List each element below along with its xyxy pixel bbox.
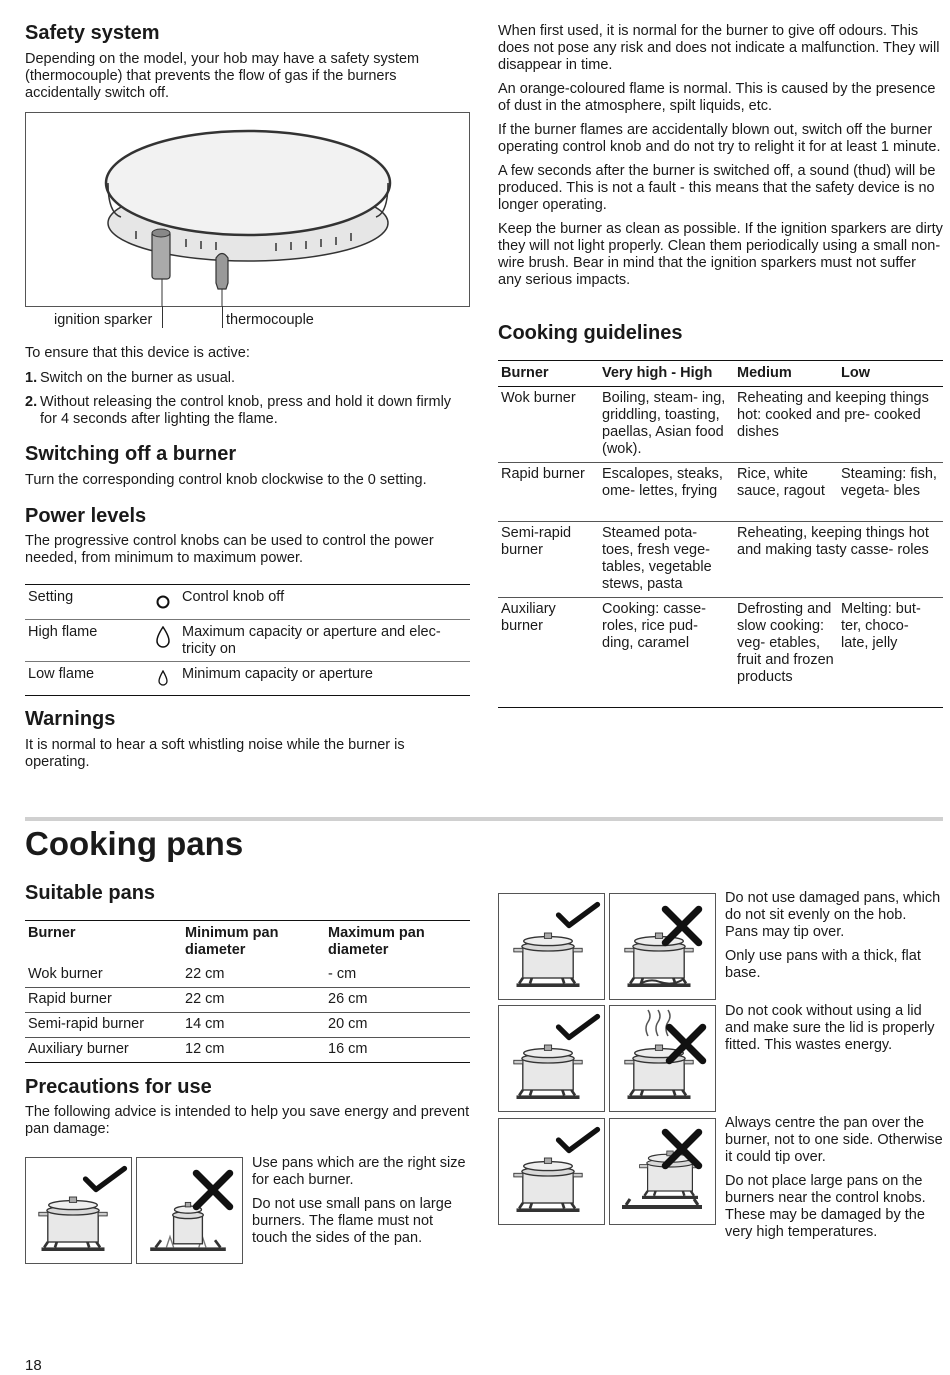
paragraph: An orange-coloured flame is normal. This is caused by the presence of dust in the atmosphere, spilt liquids, etc. [498,81,936,114]
damaged-pans-text: Do not use damaged pans, which do not sit evenly on the hob. Pans may tip over. Only use pans with a thick, flat base. [725,890,941,981]
table-row: Auxiliary burner 12 cm 16 cm [25,1038,470,1063]
table-row: Wok burner Boiling, steam- ing, griddling, toasting, paellas, Asian food (wok). Reheating and keeping things hot: cooked and pre- cooked dishes [498,387,943,463]
damaged-pan-figure [609,893,716,1000]
list-item: 2. Without releasing the control knob, press and hold it down firmly for 4 seconds after lighting the flame. [25,394,452,427]
cross-icon [196,1173,229,1206]
table-row: Rapid burner 22 cm 26 cm [25,988,470,1013]
power-title: Power levels [25,505,147,527]
cross-icon [669,1027,702,1060]
table-row: Wok burner 22 cm - cm [28,965,357,982]
ensure-text: To ensure that this device is active: [25,345,250,361]
table-row: Low flame Minimum capacity or aperture [25,662,470,695]
lid-pan-figure [498,1005,605,1112]
label-thermocouple: thermocouple [226,312,314,328]
switching-title: Switching off a burner [25,443,237,465]
precautions-text: The following advice is intended to help you save energy and prevent pan damage: [25,1104,470,1137]
table-row: Semi-rapid burner 14 cm 20 cm [25,1013,470,1038]
right-paragraphs [498,23,943,289]
page-number: 18 [25,1357,42,1374]
paragraph: When first used, it is normal for the burner to give off odours. This does not pose any risk and does not indicate a malfunction. They will disappear in time. [498,23,940,73]
steam-icon [646,1010,670,1036]
table-row: Setting Control knob off [25,585,470,620]
burner-diagram [25,112,470,307]
power-text: The progressive control knobs can be used to control the power needed, from minimum to maximum power. [25,533,434,566]
precautions-title: Precautions for use [25,1076,212,1098]
paragraph: A few seconds after the burner is switched off, a sound (thud) will be produced. This is not a fault - this means that the safety device is no longer operating. [498,163,936,213]
knob-off-icon [144,589,182,619]
table-row: Rapid burner Escalopes, steaks, ome- lettes, frying Rice, white sauce, ragout Steaming: fish, vegeta- bles [498,463,943,522]
thermo-leader-line [222,306,223,328]
small-pans-text: Use pans which are the right size for each burner. Do not use small pans on large burners. The flame must not touch the sides of the pan. [252,1155,466,1246]
cross-icon [665,909,698,942]
table-row: Semi-rapid burner Steamed pota- toes, fresh vege- tables, vegetable stews, pasta Reheating, keeping things hot and making tasty casse- roles [498,522,943,598]
sparker-leader-line [162,306,163,328]
section-divider [25,817,943,821]
guidelines-title: Cooking guidelines [498,322,683,344]
small-pan-figure [136,1157,243,1264]
table-row: Auxiliary burner Cooking: casse- roles, rice pud- ding, caramel Defrosting and slow cooking: veg- etables, fruit and frozen products Melting: but- ter, choco- late, jelly [498,598,943,708]
burner-illustration [26,113,469,306]
checkmark-icon [559,905,598,926]
table-header-row: Burner Minimum pan diameter Maximum pan diameter [28,925,425,958]
checkmark-icon [86,1169,125,1190]
power-table [25,584,470,696]
cooking-pans-title: Cooking pans [25,825,244,862]
table-row: High flame Maximum capacity or aperture and elec- tricity on [25,620,470,662]
warnings-title: Warnings [25,708,116,730]
checkmark-icon [559,1017,598,1038]
lid-text: Do not cook without using a lid and make sure the lid is properly fitted. This wastes energy. [725,1003,935,1053]
steps-list [25,370,470,428]
warnings-text: It is normal to hear a soft whistling noise while the burner is operating. [25,737,405,770]
checkmark-icon [559,1130,598,1151]
suitable-pans-title: Suitable pans [25,882,156,904]
no-lid-pan-figure [609,1005,716,1112]
list-item: 1. Switch on the burner as usual. [25,370,236,386]
safety-intro: Depending on the model, your hob may have a safety system (thermocouple) that prevents the flow of gas if the burners accidentally switch off. [25,51,420,101]
paragraph: Keep the burner as clean as possible. If the ignition sparkers are dirty they will not light properly. Clean them periodically using a small non-wire brush. Bear in mind that the ignition sparkers must not suffer any serious impacts. [498,221,943,288]
pans-table [25,920,470,1063]
high-flame-icon [144,624,182,661]
safety-title: Safety system [25,22,160,44]
right-pan-size-figure [25,1157,132,1264]
switching-text: Turn the corresponding control knob clockwise to the 0 setting. [25,472,427,488]
table-header-row: Burner Very high - High Medium Low [498,361,943,387]
paragraph: If the burner flames are accidentally blown out, switch off the burner operating control knob and do not try to relight it for at least 1 minute. [498,122,941,155]
label-ignition-sparker: ignition sparker [54,312,153,328]
low-flame-icon [144,666,182,695]
good-pan-figure [498,893,605,1000]
guidelines-table [498,360,943,708]
centred-pan-figure [498,1118,605,1225]
centre-text: Always centre the pan over the burner, not to one side. Otherwise it could tip over. Do not place large pans on the burners near the control knobs. These may be damaged by the very high temperatures. [725,1115,943,1240]
off-centre-pan-figure [609,1118,716,1225]
